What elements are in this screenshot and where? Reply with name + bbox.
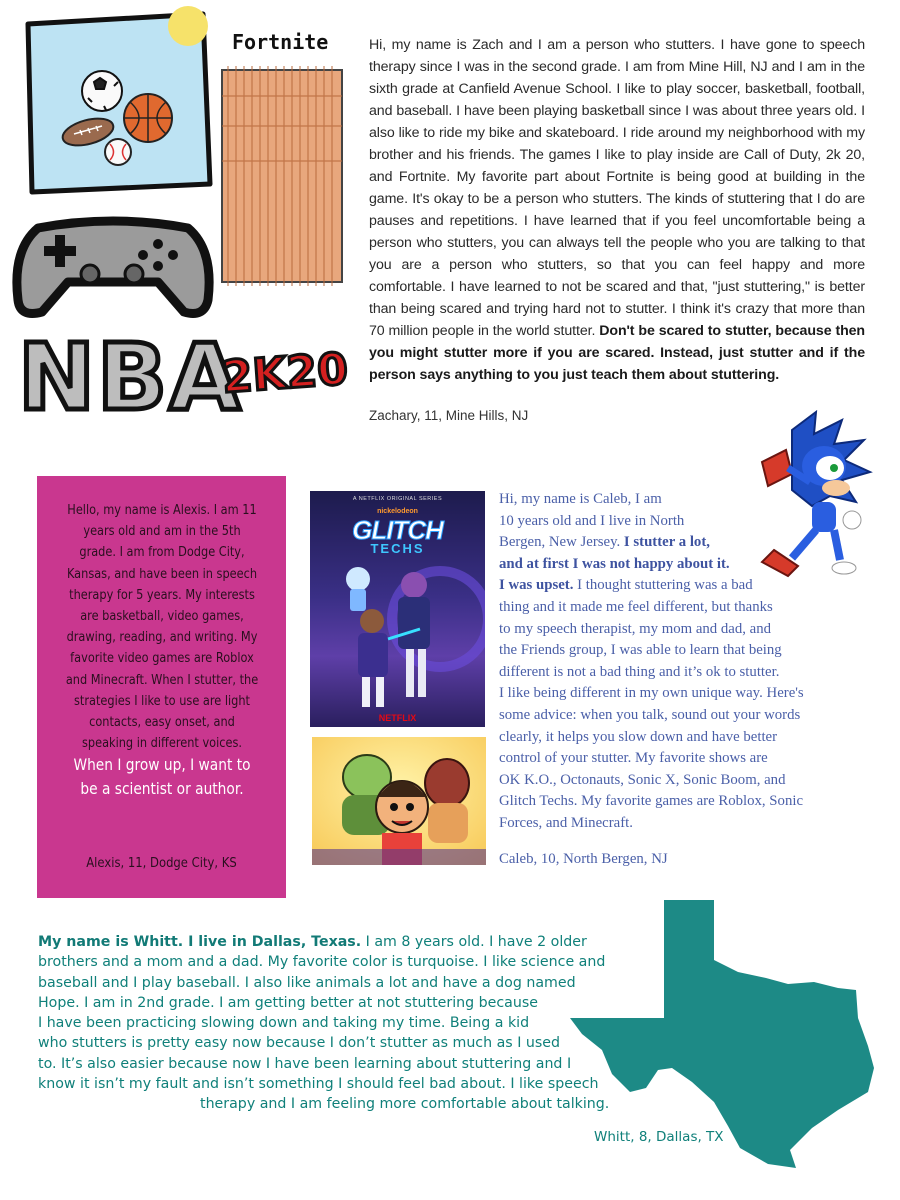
whitt-line	[38, 1094, 650, 1114]
caleb-signature: Caleb, 10, North Bergen, NJ	[499, 851, 668, 867]
caleb-text: Forces, and Minecraft.	[499, 814, 633, 831]
caleb-line	[499, 619, 879, 641]
caleb-text: some advice: when you talk, sound out your words	[499, 706, 801, 723]
zach-paragraph	[369, 34, 865, 386]
whitt-line	[38, 952, 650, 972]
zach-signature: Zachary, 11, Mine Hills, NJ	[369, 408, 529, 423]
whitt-text: brothers and a mom and a dad. My favorite color is turquoise. I like science and	[38, 954, 606, 971]
caleb-text: control of your stutter. My favorite shows are	[499, 750, 768, 767]
fortnite-label: Fortnite	[232, 30, 329, 54]
caleb-bold-text: I was upset.	[499, 577, 574, 594]
caleb-text: thing and it made me feel different, but thanks	[499, 598, 773, 615]
whitt-text: baseball and I play baseball. I also like animals a lot and have a dog named	[38, 974, 576, 991]
whitt-text: therapy and I am feeling more comfortable about talking.	[200, 1096, 610, 1113]
whitt-line	[38, 1013, 650, 1033]
whitt-line	[38, 993, 650, 1013]
fortnite-drawing	[218, 66, 348, 286]
whitt-line	[38, 973, 650, 993]
whitt-bold-text: My name is Whitt. I live in Dallas, Texas.	[38, 934, 362, 950]
poster-netflix-logo: NETFLIX	[378, 713, 417, 723]
caleb-text: to my speech therapist, my mom and dad, and	[499, 620, 772, 637]
game-controller-drawing	[8, 200, 218, 320]
whitt-paragraph	[38, 932, 650, 1115]
caleb-text: Bergen, New Jersey.	[499, 534, 624, 551]
poster-title-glitch: GLITCH	[352, 515, 443, 545]
whitt-text: who stutters is pretty easy now because I don’t stutter as much as I used	[38, 1035, 561, 1052]
poster-title-techs: TECHS	[370, 541, 425, 556]
caleb-text: different is not a bad thing and it’s ok to stutter.	[499, 663, 780, 680]
sports-balls-drawing	[18, 6, 214, 196]
caleb-line	[499, 813, 879, 835]
caleb-line	[499, 748, 879, 770]
whitt-line	[38, 1033, 650, 1053]
caleb-text: the Friends group, I was able to learn that being	[499, 642, 782, 659]
whitt-text: I have been practicing slowing down and taking my time. Being a kid	[38, 1015, 530, 1032]
ok-ko-image	[312, 737, 486, 865]
sonic-image	[752, 410, 874, 582]
caleb-text: OK K.O., Octonauts, Sonic X, Sonic Boom, and	[499, 771, 786, 788]
caleb-line	[499, 791, 879, 813]
alexis-signature: Alexis, 11, Dodge City, KS	[86, 855, 237, 871]
poster-characters-art	[310, 559, 485, 709]
alexis-paragraph-body: Hello, my name is Alexis. I am 11 years old and am in the 5th grade. I am from Dodge City, Kansas, and have been in speech therapy for 5 years. My interests are basketball, video games, drawing, reading, and writing. My favorite video games are Roblox and Minecraft. When I stutter, the strategies I like to use are light contacts, easy onset, and speaking in different voices.	[65, 503, 259, 752]
caleb-line	[499, 727, 879, 749]
whitt-text: know it isn’t my fault and isn’t something I should feel bad about. I like speech	[38, 1076, 599, 1093]
whitt-text: Hope. I am in 2nd grade. I am getting better at not stuttering because	[38, 994, 538, 1011]
caleb-bold-text: I stutter a lot,	[623, 534, 710, 551]
caleb-line	[499, 770, 879, 792]
whitt-line	[38, 932, 650, 952]
poster-brand: nickelodeon	[377, 508, 418, 515]
caleb-line	[499, 705, 879, 727]
zach-paragraph-body: Hi, my name is Zach and I am a person who stutters. I have gone to speech therapy since I was in the second grade. I am from Mine Hill, NJ and I am in the sixth grade at Canfield Avenue School. I like to play soccer, basketball, football, and baseball. I have been playing basketball since I was about three years old. I also like to ride my bike and skateboard. I ride around my neighborhood with my brother and his friends. The games I like to play inside are Call of Duty, 2k 20, and Fortnite. My favorite part about Fortnite is being good at building in the game. It's okay to be a person who stutters. The kinds of stuttering that I do are pauses and repetitions. I have learned that if you feel uncomfortable being a person who stutters, you can always tell the people who you are talking to that you are a person who stutters, so that you can feel happy and more comfortable. I have learned to not be scared and that, "just stuttering," is better than being scared and trying hard not to stutter. I think it's crazy that more than 70 million people in the world stutter.	[369, 37, 865, 339]
glitch-techs-poster	[310, 491, 485, 727]
caleb-text: I like being different in my own unique way. Here's	[499, 685, 804, 702]
nba-label: NBA	[18, 324, 243, 431]
caleb-bold-text: and at first I was not happy about it.	[499, 555, 730, 572]
caleb-text: 10 years old and I live in North	[499, 512, 685, 529]
zach-paragraph-bold: Don't be scared to stutter, because then you might stutter more if you are scared. Instead, just stutter and if the person says anything to you just teach them about stuttering.	[369, 323, 865, 383]
caleb-line	[499, 597, 879, 619]
whitt-line	[38, 1054, 650, 1074]
alexis-highlight: When I grow up, I want to be a scientist or author.	[73, 755, 251, 798]
nba-2k20-label: 2K20	[220, 343, 350, 404]
caleb-line	[499, 683, 879, 705]
caleb-text: I thought stuttering was a bad	[573, 577, 753, 594]
caleb-line	[499, 662, 879, 684]
caleb-text: Glitch Techs. My favorite games are Roblox, Sonic	[499, 793, 804, 810]
poster-top-text: A NETFLIX ORIGINAL SERIES	[352, 496, 443, 502]
whitt-signature: Whitt, 8, Dallas, TX	[594, 1129, 724, 1145]
whitt-text: to. It’s also easier because now I have been learning about stuttering and I	[38, 1055, 572, 1072]
whitt-text: I am 8 years old. I have 2 older	[361, 934, 587, 950]
whitt-line	[38, 1074, 650, 1094]
caleb-line	[499, 640, 879, 662]
alexis-paragraph	[65, 500, 259, 801]
caleb-text: clearly, it helps you slow down and have better	[499, 728, 778, 745]
caleb-text: Hi, my name is Caleb, I am	[499, 491, 662, 507]
